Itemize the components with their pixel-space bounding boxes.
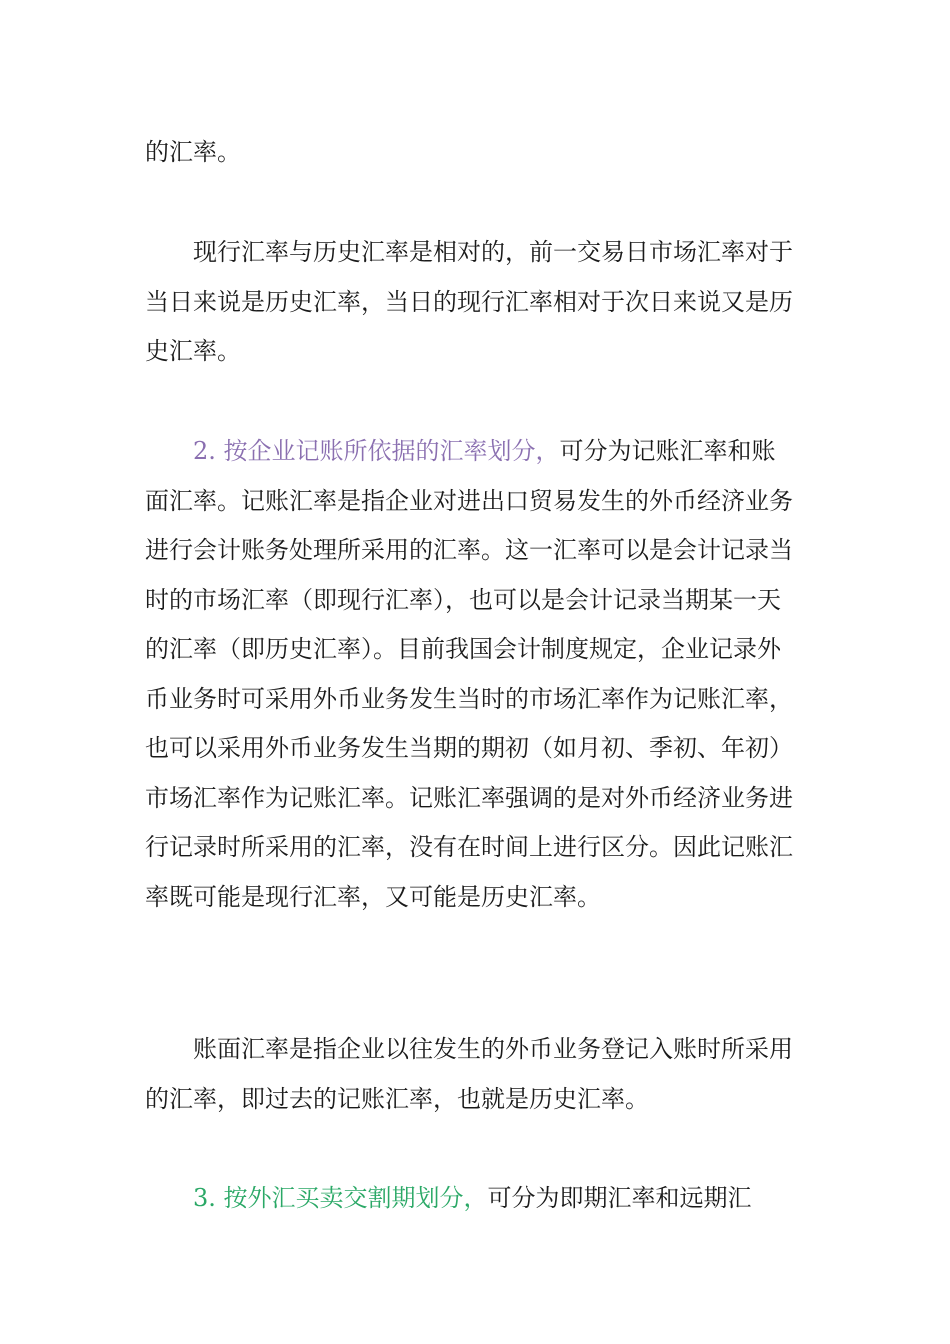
paragraph-bookkeeping-rate [145,427,795,922]
paragraph-current-vs-historical [145,228,795,377]
paragraph-text: 现行汇率与历史汇率是相对的，前一交易日市场汇率对于当日来说是历史汇率，当日的现行汇率相对于次日来说又是历史汇率。 [145,238,793,365]
paragraph-delivery-period [145,1174,795,1224]
paragraph-text: 可分为即期汇率和远期汇 [487,1184,752,1212]
paragraph-text: 的汇率。 [145,138,241,166]
paragraph-text: 可分为记账汇率和账面汇率。记账汇率是指企业对进出口贸易发生的外币经济业务进行会计账务处理所采用的汇率。这一汇率可以是会计记录当时的市场汇率（即现行汇率），也可以是会计记录当期某一天的汇率（即历史汇率）。目前我国会计制度规定，企业记录外币业务时可采用外币业务发生当时的市场汇率作为记账汇率，也可以采用外币业务发生当期的期初（如月初、季初、年初）市场汇率作为记账汇率。记账汇率强调的是对外币经济业务进行记录时所采用的汇率，没有在时间上进行区分。因此记账汇率既可能是现行汇率，又可能是历史汇率。 [145,437,793,911]
paragraph-text: 账面汇率是指企业以往发生的外币业务登记入账时所采用的汇率，即过去的记账汇率，也就是历史汇率。 [145,1035,793,1113]
paragraph-continuation [145,128,795,178]
paragraph-book-rate [145,1025,795,1124]
section-heading-3: 3. 按外汇买卖交割期划分， [193,1184,488,1212]
section-heading-2: 2. 按企业记账所依据的汇率划分， [193,437,560,465]
